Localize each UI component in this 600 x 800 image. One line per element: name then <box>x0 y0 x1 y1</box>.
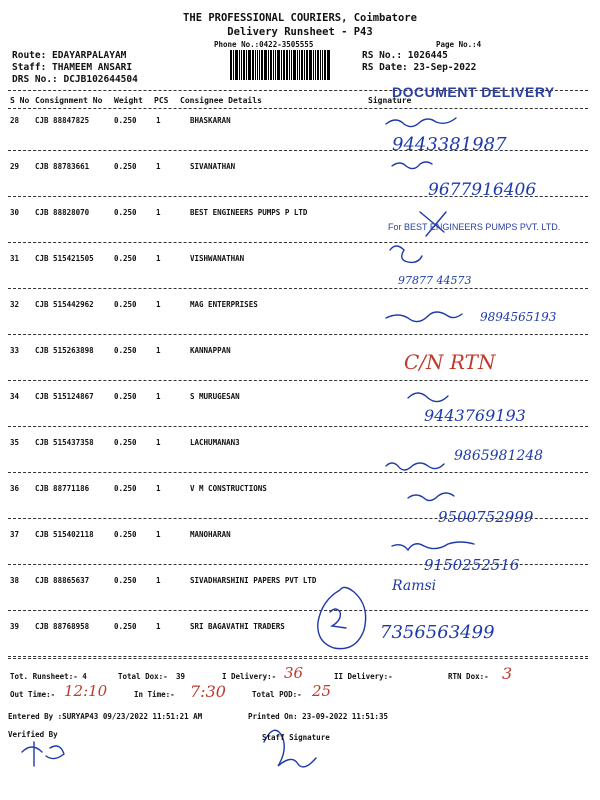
row-weight: 0.250 <box>114 208 137 217</box>
barcode-bar <box>243 50 245 80</box>
row-consignee: BHASKARAN <box>190 116 231 125</box>
row-consignment: CJB 515421505 <box>35 254 94 263</box>
barcode-bar <box>283 50 285 80</box>
rs-number: RS No.: 1026445 <box>362 50 448 61</box>
barcode-bar <box>293 50 296 80</box>
row-weight: 0.250 <box>114 622 137 631</box>
row-consignment: CJB 88828070 <box>35 208 90 217</box>
barcode-bar <box>309 50 312 80</box>
row-divider <box>8 656 588 657</box>
barcode-bar <box>259 50 260 80</box>
barcode-bar <box>268 50 269 80</box>
row-sno: 28 <box>10 116 20 125</box>
barcode-bar <box>273 50 274 80</box>
barcode-bar <box>255 50 256 80</box>
row-divider <box>8 472 588 473</box>
row-pcs: 1 <box>156 576 161 585</box>
row-consignment: CJB 515442962 <box>35 300 94 309</box>
barcode-bar <box>289 50 290 80</box>
total-pod-label: Total POD:- <box>252 690 302 699</box>
row-divider <box>8 334 588 335</box>
staff: Staff: THAMEEM ANSARI <box>12 62 133 73</box>
row-divider <box>8 610 588 611</box>
printed-on: Printed On: 23-09-2022 11:51:35 <box>248 712 388 721</box>
barcode-bar <box>327 50 330 80</box>
barcode-bar <box>230 50 232 80</box>
row-divider <box>8 242 588 243</box>
row-weight: 0.250 <box>114 484 137 493</box>
barcode-bar <box>322 50 323 80</box>
barcode-bar <box>257 50 258 80</box>
rtn-dox-value: 3 <box>502 664 513 683</box>
row-weight: 0.250 <box>114 254 137 263</box>
row-weight: 0.250 <box>114 530 137 539</box>
col-sno: S No <box>10 96 30 105</box>
row-sno: 35 <box>10 438 20 447</box>
barcode-bar <box>233 50 234 80</box>
signature-29: 9677916406 <box>428 180 537 200</box>
row-consignment: CJB 515437358 <box>35 438 94 447</box>
col-consignee: Consignee Details <box>180 96 262 105</box>
signature-38: Ramsi <box>392 578 437 594</box>
row-sno: 33 <box>10 346 20 355</box>
signature-37: 9150252516 <box>424 556 520 574</box>
ii-delivery-label: II Delivery:- <box>334 672 393 681</box>
row-consignee: LACHUMANAN3 <box>190 438 240 447</box>
barcode-bar <box>304 50 305 80</box>
row-consignment: CJB 88768958 <box>35 622 90 631</box>
row-pcs: 1 <box>156 162 161 171</box>
barcode-bar <box>281 50 282 80</box>
row-consignee: SRI BAGAVATHI TRADERS <box>190 622 285 631</box>
row-sno: 39 <box>10 622 20 631</box>
row-sno: 30 <box>10 208 20 217</box>
rs-date: RS Date: 23-Sep-2022 <box>362 62 477 73</box>
row-consignment: CJB 88847825 <box>35 116 90 125</box>
signature-34: 9443769193 <box>424 406 526 425</box>
barcode-bar <box>291 50 292 80</box>
row-pcs: 1 <box>156 392 161 401</box>
stamp-best-engineers: For BEST ENGINEERS PUMPS PVT. LTD. <box>388 222 561 232</box>
barcode-bar <box>324 50 326 80</box>
barcode-bar <box>275 50 276 80</box>
signature-28: 9443381987 <box>392 134 507 155</box>
row-consignment: CJB 88771186 <box>35 484 90 493</box>
route: Route: EDAYARPALAYAM <box>12 50 127 61</box>
row-sno: 38 <box>10 576 20 585</box>
barcode-bar <box>301 50 303 80</box>
row-weight: 0.250 <box>114 300 137 309</box>
row-consignee: BEST ENGINEERS PUMPS P LTD <box>190 208 308 217</box>
cn-rtn-mark: C/N RTN <box>404 350 496 374</box>
signature-32: 9894565193 <box>480 310 557 324</box>
divider <box>8 108 588 109</box>
barcode-bar <box>235 50 238 80</box>
row-weight: 0.250 <box>114 576 137 585</box>
row-pcs: 1 <box>156 622 161 631</box>
phone-number: Phone No.:0422-3505555 <box>214 40 314 49</box>
row-consignee: SIVANATHAN <box>190 162 236 171</box>
row-sno: 32 <box>10 300 20 309</box>
barcode-bar <box>286 50 288 80</box>
row-consignment: CJB 88865637 <box>35 576 90 585</box>
barcode-bar <box>248 50 251 80</box>
document-delivery-stamp: DOCUMENT DELIVERY <box>392 84 555 100</box>
out-time-label: Out Time:- <box>10 690 56 699</box>
row-weight: 0.250 <box>114 392 137 401</box>
row-sno: 37 <box>10 530 20 539</box>
col-consignment: Consignment No <box>35 96 103 105</box>
row-consignment: CJB 515124867 <box>35 392 94 401</box>
barcode-bar <box>252 50 254 80</box>
barcode-bar <box>277 50 280 80</box>
total-runsheet: Tot. Runsheet:- 4 <box>10 672 87 681</box>
row-pcs: 1 <box>156 484 161 493</box>
row-pcs: 1 <box>156 116 161 125</box>
barcode-bar <box>264 50 267 80</box>
row-pcs: 1 <box>156 346 161 355</box>
row-pcs: 1 <box>156 300 161 309</box>
signature-36: 9500752999 <box>438 508 534 526</box>
row-sno: 29 <box>10 162 20 171</box>
row-consignee: MANOHARAN <box>190 530 231 539</box>
col-signature: Signature <box>368 96 412 105</box>
row-consignee: S MURUGESAN <box>190 392 240 401</box>
barcode-bar <box>317 50 319 80</box>
i-delivery-label: I Delivery:- <box>222 672 277 681</box>
runsheet-title: Delivery Runsheet - P43 <box>227 26 373 38</box>
row-consignee: VISHWANATHAN <box>190 254 245 263</box>
total-dox-value: 39 <box>176 672 186 681</box>
row-weight: 0.250 <box>114 162 137 171</box>
drs-number: DRS No.: DCJB102644504 <box>12 74 138 85</box>
verified-by: Verified By <box>8 730 58 739</box>
row-consignment: CJB 515402118 <box>35 530 94 539</box>
total-pod-value: 25 <box>312 682 332 700</box>
row-consignee: KANNAPPAN <box>190 346 231 355</box>
row-consignee: MAG ENTERPRISES <box>190 300 258 309</box>
company-title: THE PROFESSIONAL COURIERS, Coimbatore <box>183 12 417 24</box>
barcode-bar <box>297 50 298 80</box>
page-number: Page No.:4 <box>436 40 482 49</box>
row-divider <box>8 288 588 289</box>
barcode-bar <box>246 50 247 80</box>
row-pcs: 1 <box>156 438 161 447</box>
row-weight: 0.250 <box>114 438 137 447</box>
row-consignee: V M CONSTRUCTIONS <box>190 484 267 493</box>
signature-31: 97877 44573 <box>398 274 472 287</box>
row-divider <box>8 426 588 427</box>
barcode-bar <box>313 50 314 80</box>
row-weight: 0.250 <box>114 116 137 125</box>
entered-by: Entered By :SURYAP43 09/23/2022 11:51:21 AM <box>8 712 203 721</box>
row-consignment: CJB 515263898 <box>35 346 94 355</box>
in-time-label: In Time:- <box>134 690 175 699</box>
staff-signature-label: Staff Signature <box>262 733 330 742</box>
col-pcs: PCS <box>154 96 169 105</box>
barcode-bar <box>270 50 272 80</box>
row-sno: 36 <box>10 484 20 493</box>
barcode-bar <box>261 50 263 80</box>
row-weight: 0.250 <box>114 346 137 355</box>
row-sno: 34 <box>10 392 20 401</box>
row-consignee: SIVADHARSHINI PAPERS PVT LTD <box>190 576 317 585</box>
rtn-dox-label: RTN Dox:- <box>448 672 489 681</box>
barcode-bar <box>299 50 300 80</box>
row-divider <box>8 380 588 381</box>
divider <box>8 658 588 659</box>
barcode-bar <box>239 50 240 80</box>
row-pcs: 1 <box>156 208 161 217</box>
barcode-bar <box>241 50 242 80</box>
total-dox-label: Total Dox:- <box>118 672 168 681</box>
signature-39: 7356563499 <box>380 622 495 643</box>
i-delivery-value: 36 <box>284 664 304 682</box>
barcode-bar <box>306 50 308 80</box>
out-time-value: 12:10 <box>64 682 108 700</box>
signature-35: 9865981248 <box>454 448 544 464</box>
row-consignment: CJB 88783661 <box>35 162 90 171</box>
barcode <box>230 50 354 80</box>
barcode-bar <box>315 50 316 80</box>
row-pcs: 1 <box>156 254 161 263</box>
col-weight: Weight <box>114 96 143 105</box>
barcode-bar <box>320 50 321 80</box>
row-pcs: 1 <box>156 530 161 539</box>
row-sno: 31 <box>10 254 20 263</box>
in-time-value: 7:30 <box>190 682 226 701</box>
